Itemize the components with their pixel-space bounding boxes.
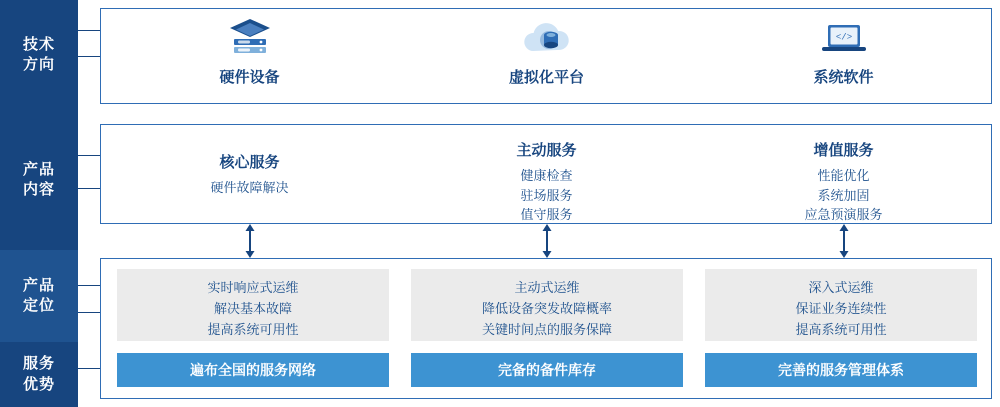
connector-tick xyxy=(78,368,100,369)
cloud-virtualization-icon xyxy=(519,15,575,61)
content-column-title: 主动服务 xyxy=(516,142,577,159)
tech-column-label: 硬件设备 xyxy=(219,69,280,86)
double-arrow-icon xyxy=(541,224,553,260)
tech-column-hardware xyxy=(101,9,398,105)
rail-label-line: 技术 xyxy=(22,35,55,53)
position-line: 提高系统可用性 xyxy=(207,322,299,338)
position-line: 关键时间点的服务保障 xyxy=(481,322,612,338)
content-column-title: 核心服务 xyxy=(219,154,280,171)
server-stack-icon xyxy=(224,15,276,61)
position-line: 降低设备突发故障概率 xyxy=(481,301,612,317)
laptop-code-icon xyxy=(816,15,872,61)
svg-text:</>: </> xyxy=(835,32,852,43)
position-cell-realtime xyxy=(117,269,389,341)
position-line: 提高系统可用性 xyxy=(795,322,887,338)
advantage-cell-network xyxy=(117,353,389,387)
rail-label-line: 产品 xyxy=(22,276,55,294)
rail-band-service-advantage xyxy=(0,342,78,407)
advantage-label: 完善的服务管理体系 xyxy=(778,362,904,378)
rail-band-product-content xyxy=(0,110,78,250)
connector-tick xyxy=(78,188,100,189)
advantage-label: 完备的备件库存 xyxy=(498,362,596,378)
position-line: 主动式运维 xyxy=(514,280,580,295)
content-column-line: 值守服务 xyxy=(520,207,573,222)
content-column-line: 系统加固 xyxy=(817,187,870,203)
rail-label-line: 定位 xyxy=(22,297,55,314)
position-line: 保证业务连续性 xyxy=(795,301,887,317)
connector-tick xyxy=(78,285,100,286)
advantage-cell-management xyxy=(705,353,977,387)
content-column-line: 健康检查 xyxy=(520,168,573,183)
position-line: 实时响应式运维 xyxy=(207,280,299,295)
connector-tick xyxy=(78,30,100,31)
rail-band-tech-direction xyxy=(0,0,78,110)
tech-column-label: 虚拟化平台 xyxy=(508,69,584,86)
rail-label-line: 内容 xyxy=(22,181,55,198)
tech-column-virtualization xyxy=(398,9,695,105)
rail-band-product-position xyxy=(0,250,78,342)
rail-label-line: 产品 xyxy=(22,160,55,178)
connector-tick xyxy=(78,312,100,313)
advantage-cell-spare-parts xyxy=(411,353,683,387)
rail-label-line: 方向 xyxy=(22,56,55,73)
content-column-line: 性能优化 xyxy=(817,168,870,183)
connector-tick xyxy=(78,56,100,57)
double-arrow-icon xyxy=(838,224,850,260)
connector-tick xyxy=(78,155,100,156)
position-line: 解决基本故障 xyxy=(213,301,292,317)
position-cell-proactive xyxy=(411,269,683,341)
content-column-line: 驻场服务 xyxy=(520,187,573,203)
rail-label-line: 服务 xyxy=(22,355,55,373)
double-arrow-icon xyxy=(244,224,256,260)
content-column-core-service xyxy=(101,125,398,225)
tech-direction-box xyxy=(100,8,992,104)
content-column-active-service xyxy=(398,125,695,225)
content-column-value-added-service xyxy=(695,125,992,225)
rail-label-line: 优势 xyxy=(22,375,55,393)
product-content-box xyxy=(100,124,992,224)
tech-column-label: 系统软件 xyxy=(813,69,874,86)
position-cell-deep xyxy=(705,269,977,341)
content-column-title: 增值服务 xyxy=(813,142,874,159)
content-column-line: 应急预演服务 xyxy=(804,207,883,222)
advantage-label: 遍布全国的服务网络 xyxy=(190,362,316,378)
tech-column-software xyxy=(695,9,992,105)
position-advantage-box xyxy=(100,258,992,399)
position-line: 深入式运维 xyxy=(808,280,874,295)
content-column-line: 硬件故障解决 xyxy=(210,180,289,195)
left-label-rail xyxy=(0,0,78,407)
